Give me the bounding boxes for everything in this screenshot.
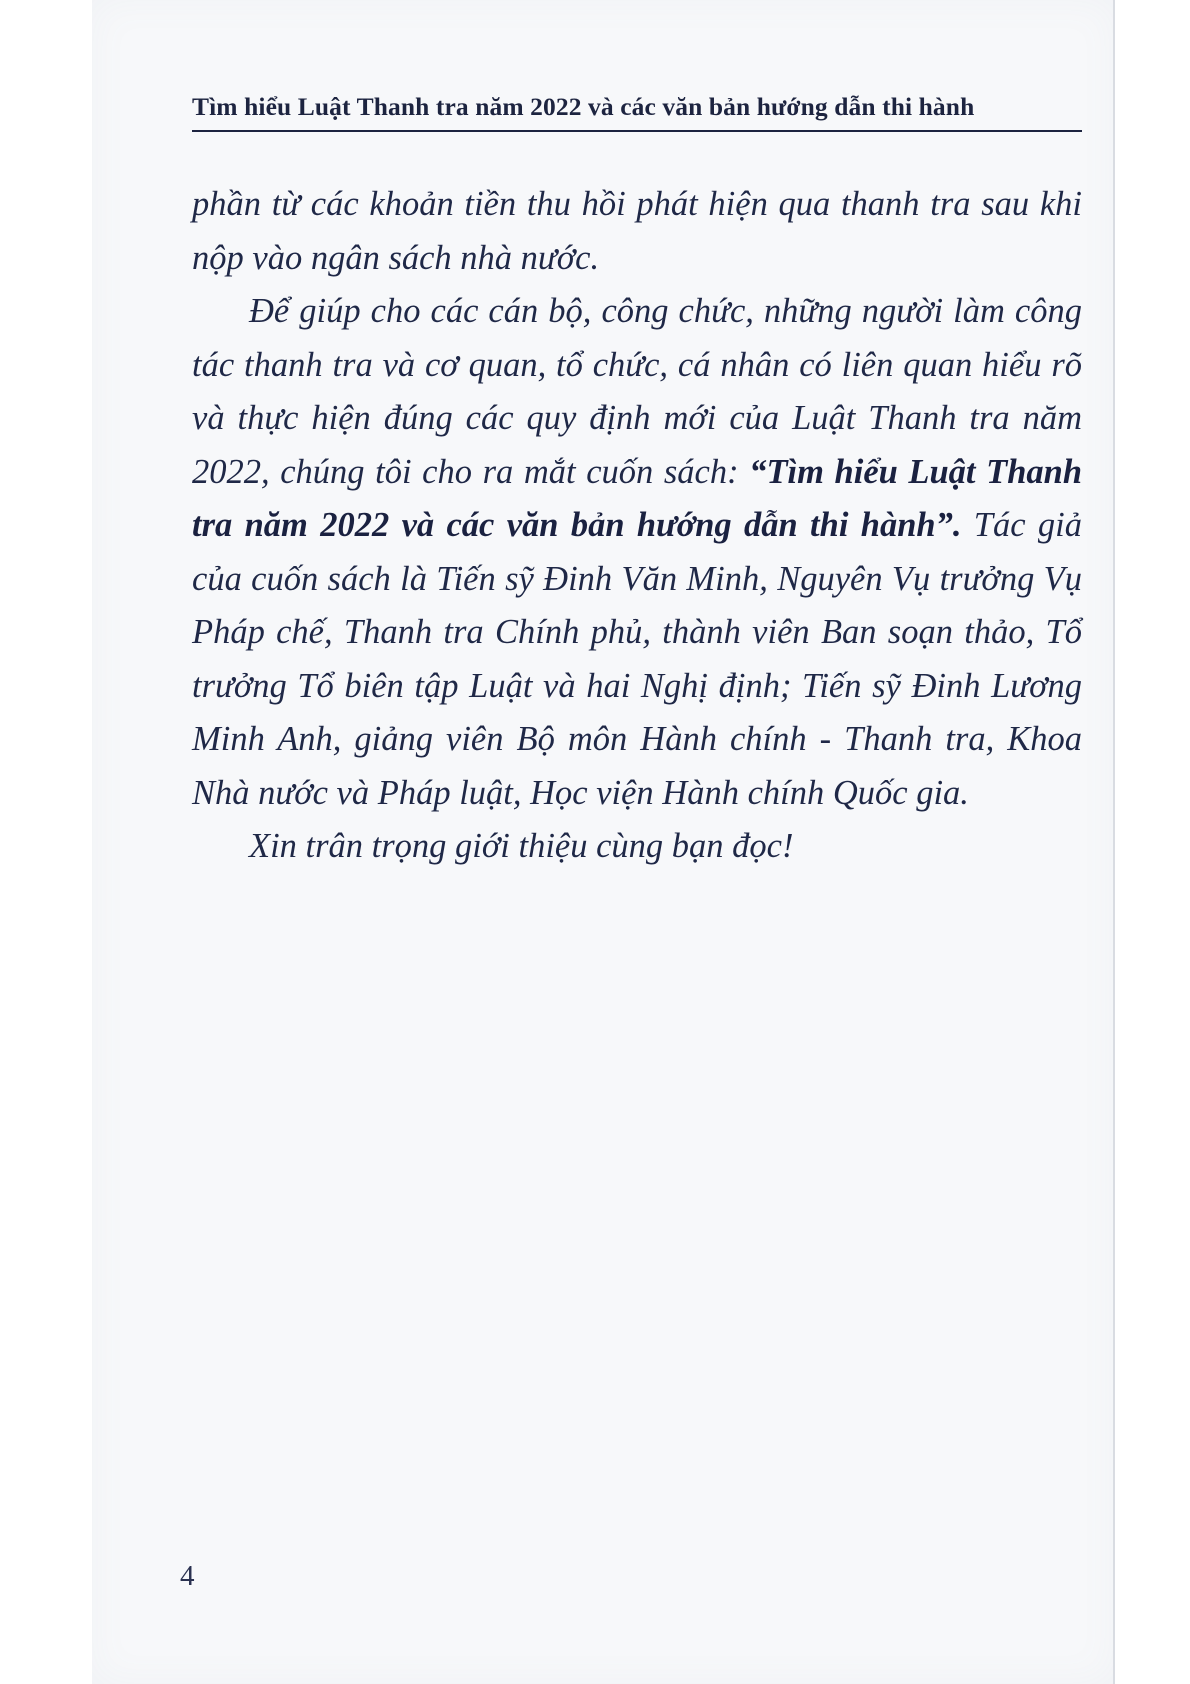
page-number: 4 — [180, 1560, 195, 1592]
body-text — [192, 178, 1082, 874]
paragraph-introduction — [192, 285, 1082, 820]
paper-edge — [1113, 0, 1115, 1684]
paragraph-closing: Xin trân trọng giới thiệu cùng bạn đọc! — [249, 827, 794, 865]
paragraph-text-before-title: Để giúp cho các cán bộ, công chức, những người làm công tác thanh tra và cơ quan, tổ chức, cá nhân có liên quan hiểu rõ và thực hiện đúng các quy định mới của Luật Thanh tra năm 2022, chúng tôi cho ra mắt cuốn sách: — [192, 292, 1082, 491]
book-title: “Tìm hiểu Luật Thanh tra năm 2022 và các văn bản hướng dẫn thi hành”. — [192, 452, 1083, 544]
header-rule — [192, 130, 1082, 132]
paragraph-text-authors: Tác giả của cuốn sách là Tiến sỹ Đinh Văn Minh, Nguyên Vụ trưởng Vụ Pháp chế, Thanh tra Chính phủ, thành viên Ban soạn thảo, Tổ trưởng Tổ biên tập Luật và hai Nghị định; Tiến sỹ Đinh Lương Minh Anh, giảng viên Bộ môn Hành chính - Thanh tra, Khoa Nhà nước và Pháp luật, Học viện Hành chính Quốc gia. — [192, 506, 1082, 812]
running-header-title: Tìm hiểu Luật Thanh tra năm 2022 và các văn bản hướng dẫn thi hành — [192, 92, 975, 121]
paragraph-continuation: phần từ các khoản tiền thu hồi phát hiện qua thanh tra sau khi nộp vào ngân sách nhà nước. — [192, 185, 1082, 277]
